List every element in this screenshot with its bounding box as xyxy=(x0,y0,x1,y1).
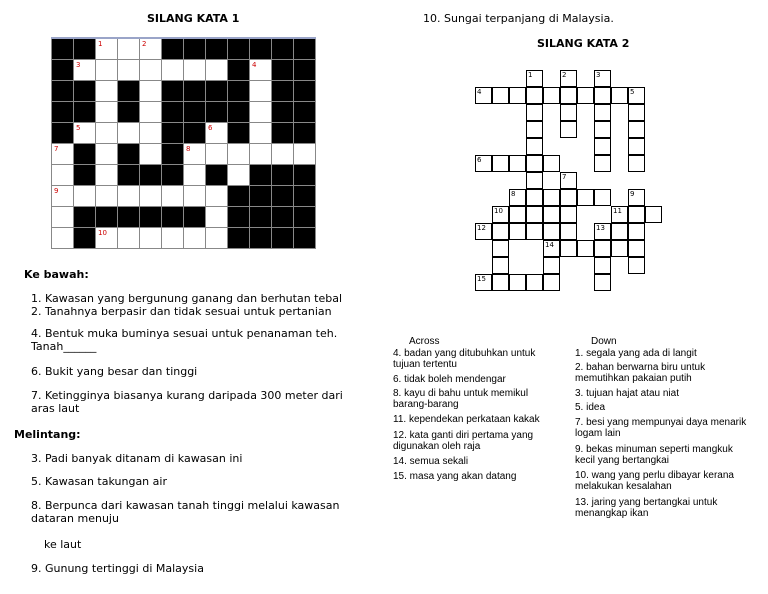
grid2-cell[interactable] xyxy=(492,155,509,172)
p2-across-12: 12. kata ganti diri pertama yang digunakan oleh raja xyxy=(393,430,534,452)
down-heading-2: Down xyxy=(591,336,617,347)
grid2-cell[interactable] xyxy=(509,274,526,291)
grid2-cell[interactable] xyxy=(628,257,645,274)
grid2-cell[interactable]: 10 xyxy=(492,206,509,223)
grid2-cell[interactable] xyxy=(543,189,560,206)
across-heading-2: Across xyxy=(409,336,440,347)
grid2-cell[interactable] xyxy=(560,87,577,104)
grid2-cell[interactable] xyxy=(560,240,577,257)
p2-down-5: 5. idea xyxy=(575,402,606,413)
grid2-cell[interactable] xyxy=(526,121,543,138)
grid2-cell[interactable]: 12 xyxy=(475,223,492,240)
across-clue-8-cont: ke laut xyxy=(44,538,82,551)
grid2-cell[interactable]: 7 xyxy=(560,172,577,189)
down-clue-7: 7. Ketingginya biasanya kurang daripada 300 meter dari aras laut xyxy=(31,389,343,415)
down-clue-4: 4. Bentuk muka buminya sesuai untuk penanaman teh. Tanah______ xyxy=(31,327,338,353)
grid2-cell[interactable]: 3 xyxy=(594,70,611,87)
grid2-cell[interactable] xyxy=(509,206,526,223)
grid2-cell[interactable] xyxy=(577,240,594,257)
grid2-cell[interactable]: 4 xyxy=(475,87,492,104)
p2-across-14: 14. semua sekali xyxy=(393,456,469,467)
grid2-cell[interactable] xyxy=(577,189,594,206)
grid2-cell[interactable] xyxy=(543,87,560,104)
grid2-cell[interactable] xyxy=(577,87,594,104)
grid2-cell[interactable] xyxy=(628,206,645,223)
grid2-cell[interactable] xyxy=(611,223,628,240)
grid2-cell[interactable] xyxy=(594,121,611,138)
grid2-cell[interactable] xyxy=(628,240,645,257)
down-clue-2: 2. Tanahnya berpasir dan tidak sesuai untuk pertanian xyxy=(31,305,332,318)
grid2-cell[interactable] xyxy=(526,104,543,121)
grid2-cell[interactable]: 2 xyxy=(560,70,577,87)
p2-down-1: 1. segala yang ada di langit xyxy=(575,348,697,359)
grid2-cell[interactable]: 8 xyxy=(509,189,526,206)
grid2-cell[interactable] xyxy=(543,206,560,223)
grid2-cell[interactable] xyxy=(543,155,560,172)
p2-across-11: 11. kependekan perkataan kakak xyxy=(393,414,540,425)
p2-down-2: 2. bahan berwarna biru untuk memutihkan pakaian putih xyxy=(575,362,706,384)
grid2-cell[interactable] xyxy=(492,274,509,291)
puzzle2-title: SILANG KATA 2 xyxy=(537,37,630,50)
across-clue-10: 10. Sungai terpanjang di Malaysia. xyxy=(423,12,614,25)
grid2-cell[interactable] xyxy=(560,104,577,121)
grid2-cell[interactable] xyxy=(594,257,611,274)
grid2-cell[interactable] xyxy=(526,172,543,189)
p2-down-13: 13. jaring yang bertangkai untuk menangkap ikan xyxy=(575,497,718,519)
grid2-cell[interactable] xyxy=(526,155,543,172)
grid2-cell[interactable]: 13 xyxy=(594,223,611,240)
p2-down-10: 10. wang yang perlu dibayar kerana melakukan kesalahan xyxy=(575,470,734,492)
across-clue-3: 3. Padi banyak ditanam di kawasan ini xyxy=(31,452,243,465)
down-heading: Ke bawah: xyxy=(24,268,89,281)
grid2-cell[interactable] xyxy=(611,87,628,104)
grid2-cell[interactable] xyxy=(509,223,526,240)
across-clue-9: 9. Gunung tertinggi di Malaysia xyxy=(31,562,204,575)
grid2-cell[interactable] xyxy=(526,189,543,206)
grid2-cell[interactable] xyxy=(492,240,509,257)
grid2-cell[interactable] xyxy=(560,206,577,223)
grid2-cell[interactable] xyxy=(543,274,560,291)
down-clue-1: 1. Kawasan yang bergunung ganang dan berhutan tebal xyxy=(31,292,343,305)
grid2-cell[interactable] xyxy=(594,189,611,206)
grid2-cell[interactable] xyxy=(543,223,560,240)
p2-across-4: 4. badan yang ditubuhkan untuk tujuan tertentu xyxy=(393,348,536,370)
grid2-cell[interactable] xyxy=(628,121,645,138)
puzzle1-title: SILANG KATA 1 xyxy=(147,12,240,25)
grid2-cell[interactable] xyxy=(526,138,543,155)
down-clue-6: 6. Bukit yang besar dan tinggi xyxy=(31,365,198,378)
p2-down-3: 3. tujuan hajat atau niat xyxy=(575,388,679,399)
grid2-cell[interactable] xyxy=(645,206,662,223)
grid2-cell[interactable] xyxy=(526,87,543,104)
grid2-cell[interactable] xyxy=(509,155,526,172)
grid2-cell[interactable]: 1 xyxy=(526,70,543,87)
grid2-cell[interactable] xyxy=(526,274,543,291)
grid2-cell[interactable]: 5 xyxy=(628,87,645,104)
p2-down-7: 7. besi yang mempunyai daya menarik logam lain xyxy=(575,417,747,439)
grid2-cell[interactable] xyxy=(526,223,543,240)
p2-across-6: 6. tidak boleh mendengar xyxy=(393,374,506,385)
grid2-cell[interactable] xyxy=(594,240,611,257)
grid2-cell[interactable] xyxy=(628,104,645,121)
grid2-cell[interactable] xyxy=(594,138,611,155)
grid2-cell[interactable]: 15 xyxy=(475,274,492,291)
grid2-cell[interactable] xyxy=(526,206,543,223)
grid2-cell[interactable] xyxy=(628,155,645,172)
grid2-cell[interactable]: 11 xyxy=(611,206,628,223)
grid2-cell[interactable] xyxy=(594,87,611,104)
grid2-cell[interactable] xyxy=(594,274,611,291)
p2-down-9: 9. bekas minuman seperti mangkuk kecil yang bertangkai xyxy=(575,444,733,466)
grid2-cell[interactable] xyxy=(560,121,577,138)
crossword-grid-1: 1 2 3 4 5 6 7 8 9 10 xyxy=(51,37,316,249)
across-clue-8: 8. Berpunca dari kawasan tanah tinggi melalui kawasan dataran menuju xyxy=(31,499,340,525)
grid2-cell[interactable]: 6 xyxy=(475,155,492,172)
grid2-cell[interactable] xyxy=(560,223,577,240)
grid2-cell[interactable] xyxy=(594,155,611,172)
grid2-cell[interactable] xyxy=(560,189,577,206)
grid2-cell[interactable] xyxy=(611,240,628,257)
across-clue-5: 5. Kawasan takungan air xyxy=(31,475,167,488)
p2-across-15: 15. masa yang akan datang xyxy=(393,471,517,482)
grid2-cell[interactable] xyxy=(509,87,526,104)
grid2-cell[interactable] xyxy=(492,87,509,104)
grid2-cell[interactable] xyxy=(492,223,509,240)
grid2-cell[interactable] xyxy=(492,257,509,274)
grid2-cell[interactable]: 14 xyxy=(543,240,560,257)
p2-across-8: 8. kayu di bahu untuk memikul barang-barang xyxy=(393,388,529,410)
grid2-cell[interactable] xyxy=(628,138,645,155)
grid2-cell[interactable]: 9 xyxy=(628,189,645,206)
grid2-cell[interactable] xyxy=(594,104,611,121)
across-heading: Melintang: xyxy=(14,428,81,441)
grid2-cell[interactable] xyxy=(543,257,560,274)
grid2-cell[interactable] xyxy=(628,223,645,240)
